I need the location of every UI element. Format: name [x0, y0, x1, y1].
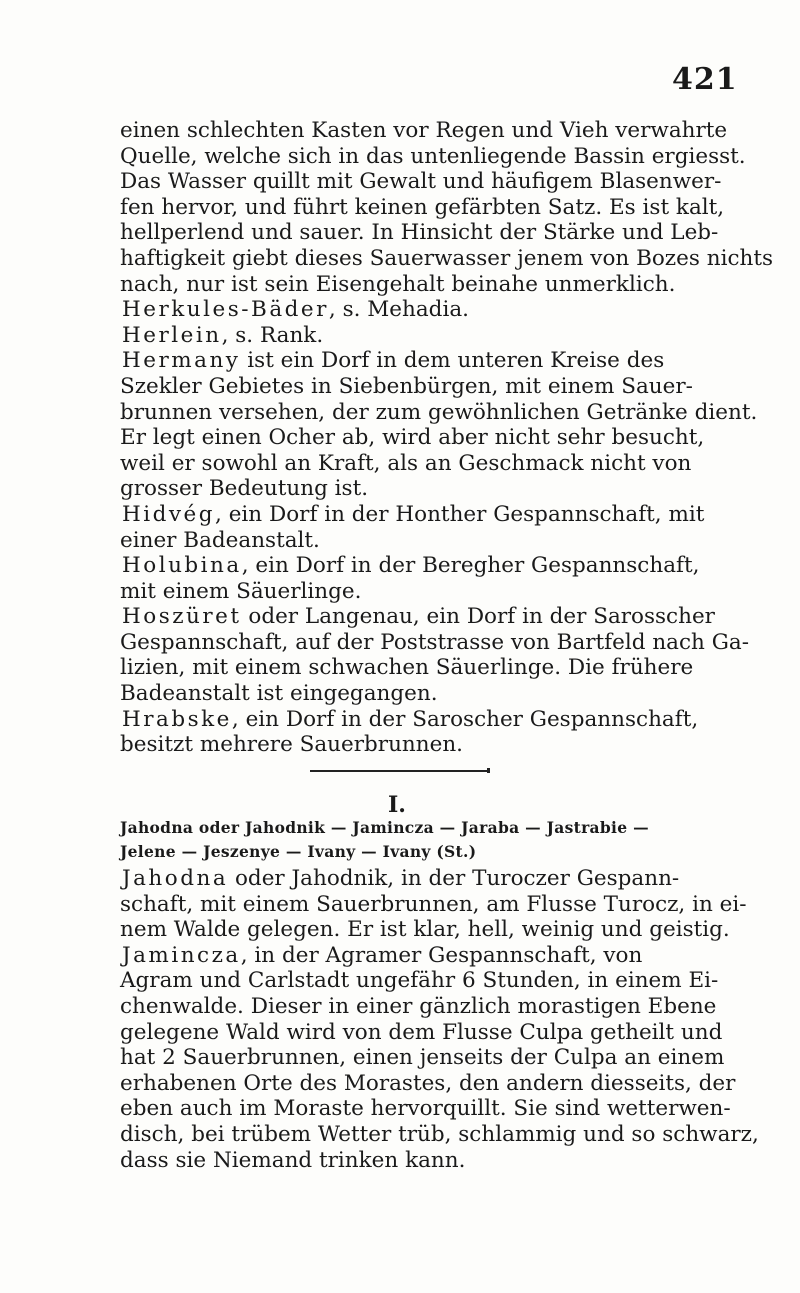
entry-name: Herlein	[122, 322, 222, 348]
text-line: disch, bei trübem Wetter trüb, schlammig und so schwarz,	[120, 1121, 759, 1147]
entry-hoszuret	[120, 604, 715, 630]
text-line: fen hervor, und führt keinen gefärbten Satz. Es ist kalt,	[120, 194, 725, 220]
text-line: Er legt einen Ocher ab, wird aber nicht sehr besucht,	[120, 425, 705, 451]
text-line: besitzt mehrere Sauerbrunnen.	[120, 732, 464, 758]
entry-herlein	[120, 323, 700, 349]
text-line: chenwalde. Dieser in einer gänzlich morastigen Ebene	[120, 993, 717, 1019]
text-line: Quelle, welche sich in das untenliegende Bassin ergiesst.	[120, 143, 746, 169]
text-line: Szekler Gebietes in Siebenbürgen, mit einem Sauer-	[120, 373, 693, 399]
text-line: grosser Bedeutung ist.	[120, 476, 369, 502]
entry-holubina	[120, 553, 700, 579]
text-line: einen schlechten Kasten vor Regen und Vieh verwahrte	[120, 118, 728, 143]
text-line: hat 2 Sauerbrunnen, einen jenseits der Culpa an einem	[120, 1045, 725, 1071]
entry-text: oder Langenau, ein Dorf in der Sarosscher	[241, 604, 715, 630]
entry-text: , ein Dorf in der Honther Gespannschaft, mit	[215, 501, 705, 527]
text-line: Badeanstalt ist eingegangen.	[120, 681, 438, 707]
entry-text: , in der Agramer Gespannschaft, von	[240, 942, 643, 968]
entry-name: Jamincza	[122, 942, 241, 968]
entry-text: , ein Dorf in der Beregher Gespannschaft,	[241, 553, 700, 579]
text-line: dass sie Niemand trinken kann.	[120, 1147, 466, 1173]
entry-text: , s. Rank.	[221, 322, 324, 348]
entry-text: oder Jahodnik, in der Turoczer Gespann-	[228, 866, 680, 891]
entry-jahodna	[120, 866, 700, 892]
text-line: Das Wasser quillt mit Gewalt und häufigem Blasenwer-	[120, 169, 722, 195]
text-line: nem Walde gelegen. Er ist klar, hell, weinig und geistig.	[120, 917, 730, 943]
text-line: Agram und Carlstadt ungefähr 6 Stunden, in einem Ei-	[120, 968, 719, 994]
entry-name: Jahodna	[122, 866, 229, 891]
entry-name: Hrabske	[122, 706, 232, 732]
text-line: eben auch im Moraste hervorquillt. Sie sind wetterwen-	[120, 1096, 731, 1122]
text-line: haftigkeit giebt dieses Sauerwasser jenem von Bozes nichts	[120, 245, 774, 271]
entry-text: , ein Dorf in der Saroscher Gespannschaft,	[231, 706, 699, 732]
entry-jamincza	[120, 943, 700, 969]
text-line: Gespannschaft, auf der Poststrasse von Bartfeld nach Ga-	[120, 629, 749, 655]
text-line: nach, nur ist sein Eisengehalt beinahe unmerklich.	[120, 271, 676, 297]
text-line: einer Badeanstalt.	[120, 527, 320, 553]
bottom-text-section	[120, 866, 759, 1173]
entry-hermany	[120, 348, 700, 374]
entry-hrabske	[120, 707, 700, 733]
text-line: hellperlend und sauer. In Hinsicht der Stärke und Leb-	[120, 220, 719, 246]
entry-name: Hidvég	[122, 501, 216, 527]
text-line: schaft, mit einem Sauerbrunnen, am Flusse Turocz, in ei-	[120, 891, 747, 917]
text-line: erhabenen Orte des Morastes, den andern diesseits, der	[120, 1070, 736, 1096]
entry-herkules	[120, 297, 700, 323]
page-number: 421	[672, 62, 738, 97]
entry-name: Hoszüret	[122, 604, 242, 630]
entry-name: Holubina	[122, 553, 242, 579]
text-line: weil er sowohl an Kraft, als an Geschmack nicht von	[120, 450, 692, 476]
entry-hidveg	[120, 501, 705, 528]
entry-name: Herkules-Bäder	[122, 297, 329, 323]
text-line: lizien, mit einem schwachen Säuerlinge. Die frühere	[120, 655, 694, 681]
entry-text: , s. Mehadia.	[328, 297, 469, 323]
entry-text: ist ein Dorf in dem unteren Kreise des	[240, 348, 665, 374]
section-heading: I.	[388, 792, 406, 818]
text-line: brunnen versehen, der zum gewöhnlichen Getränke dient.	[120, 399, 758, 425]
text-line: mit einem Säuerlinge.	[120, 578, 362, 604]
entry-name: Hermany	[122, 348, 241, 374]
section-index-line: Jelene — Jeszenye — Ivany — Ivany (St.)	[120, 842, 477, 861]
top-text-section	[120, 118, 774, 758]
text-line: gelegene Wald wird von dem Flusse Culpa getheilt und	[120, 1019, 723, 1045]
section-divider	[310, 770, 488, 772]
section-index-line: Jahodna oder Jahodnik — Jamincza — Jaraba — Jastrabie —	[120, 818, 649, 837]
